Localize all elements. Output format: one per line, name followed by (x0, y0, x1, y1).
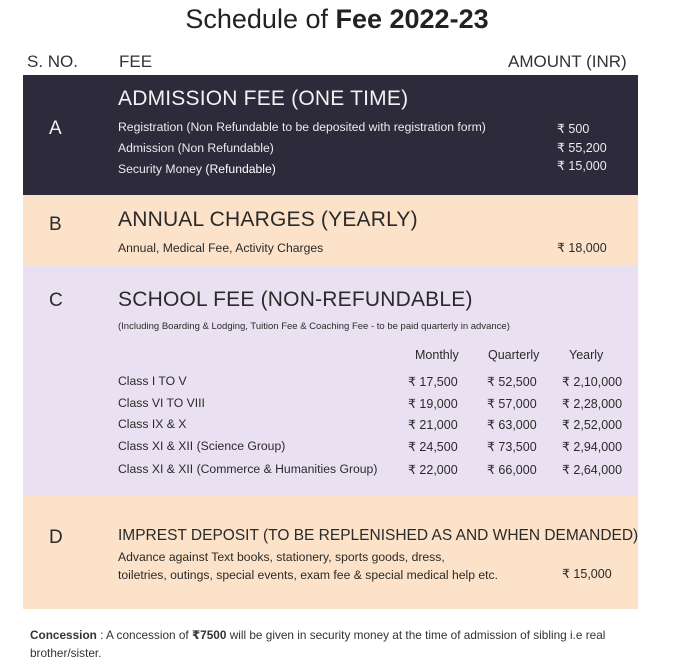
class-row-yearly: ₹ 2,94,000 (562, 440, 623, 454)
section-c-note: (Including Boarding & Lodging, Tuition Fee & Coaching Fee - to be paid quarterly in advance) (118, 321, 510, 332)
class-row-monthly: ₹ 22,000 (408, 463, 458, 477)
section-d-letter: D (49, 527, 63, 548)
section-d-amount: ₹ 15,000 (562, 567, 612, 581)
section-b-row-label: Annual, Medical Fee, Activity Charges (118, 241, 324, 255)
class-row-quarterly: ₹ 52,500 (487, 375, 537, 389)
section-b-title: ANNUAL CHARGES (YEARLY) (118, 208, 418, 231)
header-amount: AMOUNT (INR) (508, 52, 627, 71)
class-row-monthly: ₹ 19,000 (408, 397, 458, 411)
class-row-quarterly: ₹ 73,500 (487, 440, 537, 454)
class-row-label: Class XI & XII (Commerce & Humanities Group) (118, 462, 378, 476)
class-row-monthly: ₹ 17,500 (408, 375, 458, 389)
class-row-yearly: ₹ 2,64,000 (562, 463, 623, 477)
section-a-row-label: Admission (Non Refundable) (118, 141, 274, 155)
class-row-yearly: ₹ 2,52,000 (562, 418, 623, 432)
class-row-monthly: ₹ 24,500 (408, 440, 458, 454)
column-quarterly: Quarterly (488, 348, 540, 362)
section-a-row-amount: ₹ 500 (557, 122, 590, 136)
class-row-label: Class IX & X (118, 417, 187, 431)
section-d-line2: toiletries, outings, special events, exam fee & special medical help etc. (118, 568, 499, 582)
section-b-row-amount: ₹ 18,000 (557, 241, 607, 255)
class-row-yearly: ₹ 2,10,000 (562, 375, 623, 389)
section-d-title: IMPREST DEPOSIT (TO BE REPLENISHED AS AND WHEN DEMANDED) (118, 527, 639, 544)
concession-amount: ₹7500 (191, 628, 227, 642)
header-fee: FEE (119, 52, 153, 71)
class-row-label: Class XI & XII (Science Group) (118, 439, 286, 453)
section-b-letter: B (49, 214, 62, 235)
concession-note (30, 626, 630, 662)
refundable-note: (Refundable) (205, 162, 276, 176)
title-bold: Fee 2022-23 (335, 4, 489, 34)
section-a-title: ADMISSION FEE (ONE TIME) (118, 87, 409, 110)
column-monthly: Monthly (415, 348, 459, 362)
concession-text-1: : A concession of (96, 628, 192, 642)
title-prefix: Schedule of (185, 4, 336, 34)
section-a-row-label: Registration (Non Refundable to be deposited with registration form) (118, 120, 486, 134)
class-row-label: Class I TO V (118, 374, 187, 388)
section-a-row-label (118, 162, 276, 176)
header-sno: S. NO. (27, 52, 79, 71)
class-row-quarterly: ₹ 66,000 (487, 463, 537, 477)
section-a-row-amount: ₹ 55,200 (557, 141, 607, 155)
class-row-monthly: ₹ 21,000 (408, 418, 458, 432)
security-money-label: Security Money (118, 162, 206, 176)
section-d-line1: Advance against Text books, stationery, sports goods, dress, (118, 550, 445, 564)
section-a-row-amount: ₹ 15,000 (557, 159, 607, 173)
concession-text-2: will be given in security money at the time of admission of sibling i.e real brother/sister. (30, 628, 606, 660)
concession-label: Concession (30, 628, 97, 642)
section-c-title: SCHOOL FEE (NON-REFUNDABLE) (118, 288, 473, 311)
column-yearly: Yearly (569, 348, 604, 362)
class-row-yearly: ₹ 2,28,000 (562, 397, 623, 411)
page-title (0, 4, 674, 35)
section-c-letter: C (49, 290, 63, 311)
section-a-letter: A (49, 118, 62, 139)
class-row-label: Class VI TO VIII (118, 396, 205, 410)
class-row-quarterly: ₹ 63,000 (487, 418, 537, 432)
class-row-quarterly: ₹ 57,000 (487, 397, 537, 411)
